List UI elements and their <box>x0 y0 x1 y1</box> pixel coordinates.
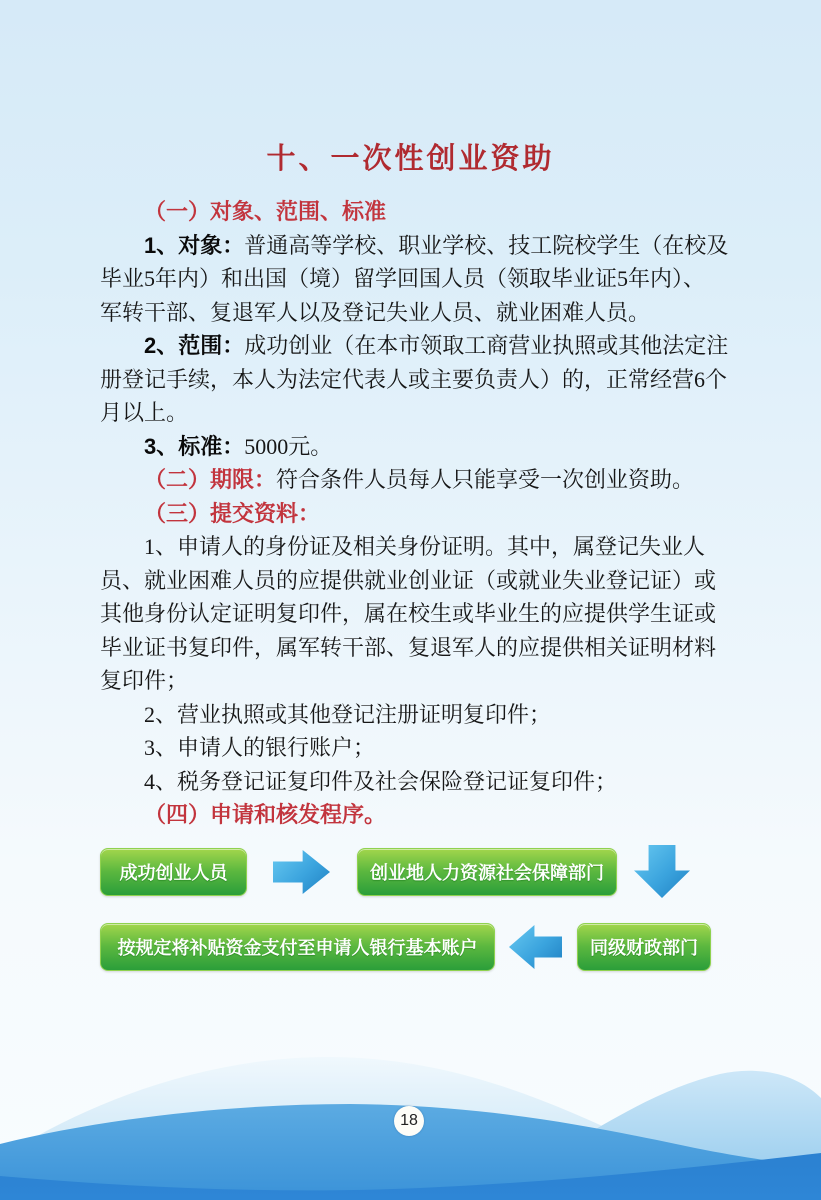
text-line: 其他身份认定证明复印件，属在校生或毕业生的应提供学生证或 <box>100 601 717 626</box>
flow-step-finance-dept: 同级财政部门 <box>577 923 711 971</box>
page-number: 18 <box>400 1112 418 1129</box>
text-line: 3、申请人的银行账户； <box>144 735 376 760</box>
text-line: 2、营业执照或其他登记注册证明复印件； <box>144 701 552 727</box>
text-line: 复印件； <box>100 668 189 693</box>
text-line: 月以上。 <box>100 400 189 425</box>
heading-section-3: （三）提交资料： <box>144 500 321 526</box>
text-line: 4、税务登记证复印件及社会保险登记证复印件； <box>144 768 618 794</box>
text-line: 毕业5年内）和出国（境）留学回国人员（领取毕业证5年内）、 <box>100 266 706 291</box>
page-number-badge <box>394 1106 424 1136</box>
arrow-down-icon <box>634 845 690 898</box>
arrow-right-icon <box>273 850 330 894</box>
page-title: 十、一次性创业资助 <box>266 143 555 175</box>
text-line: 1、对象：普通高等学校、职业学校、技工院校学生（在校及 <box>144 232 729 258</box>
heading-section-2: （二）期限：符合条件人员每人只能享受一次创业资助。 <box>144 467 695 492</box>
text-line: 1、申请人的身份证及相关身份证明。其中，属登记失业人 <box>144 534 706 559</box>
flow-step-hr-social-security-dept: 创业地人力资源社会保障部门 <box>357 848 617 896</box>
text-line: 军转干部、复退军人以及登记失业人员、就业困难人员。 <box>100 299 651 325</box>
text-line: 毕业证书复印件，属军转干部、复退军人的应提供相关证明材料 <box>100 634 717 660</box>
heading-section-4: （四）申请和核发程序。 <box>144 802 387 827</box>
text-line: 册登记手续，本人为法定代表人或主要负责人）的，正常经营6个 <box>100 366 728 392</box>
heading-section-1: （一）对象、范围、标准 <box>144 199 387 224</box>
flow-step-pay-subsidy-to-bank-account: 按规定将补贴资金支付至申请人银行基本账户 <box>100 923 495 971</box>
text-line: 员、就业困难人员的应提供就业创业证（或就业失业登记证）或 <box>100 567 717 593</box>
text-line: 3、标准：5000元。 <box>144 433 333 459</box>
flow-step-successful-entrepreneur: 成功创业人员 <box>100 848 247 896</box>
body-text <box>100 195 729 832</box>
text-line: 2、范围：成功创业（在本市领取工商营业执照或其他法定注 <box>144 333 729 358</box>
